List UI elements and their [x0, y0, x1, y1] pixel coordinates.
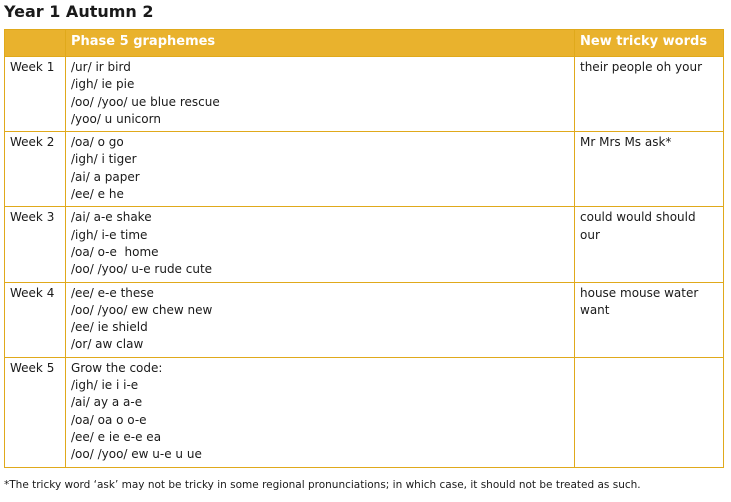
- week-cell: Week 5: [5, 357, 66, 467]
- header-graphemes: Phase 5 graphemes: [66, 30, 575, 57]
- week-cell: Week 3: [5, 207, 66, 282]
- tricky-words-line: our: [580, 227, 600, 242]
- tricky-words-cell: [575, 207, 724, 282]
- grapheme-line: /igh/ ie i i-e: [71, 378, 139, 393]
- tricky-words-cell: [575, 282, 724, 357]
- grapheme-line: /ee/ e he: [71, 187, 124, 202]
- grapheme-line: /igh/ ie pie: [71, 77, 135, 92]
- table-row: [5, 132, 724, 207]
- header-tricky-words: New tricky words: [575, 30, 724, 57]
- graphemes-cell: [66, 282, 575, 357]
- tricky-words-line: Mr Mrs Ms ask*: [580, 135, 672, 150]
- week-cell: Week 2: [5, 132, 66, 207]
- table-row: [5, 207, 724, 282]
- graphemes-cell: [66, 57, 575, 132]
- grapheme-line: /ai/ ay a a-e: [71, 395, 143, 410]
- table-row: [5, 357, 724, 467]
- graphemes-cell: [66, 132, 575, 207]
- grapheme-line: /oo/ /yoo/ ue blue rescue: [71, 94, 220, 109]
- tricky-words-line: want: [580, 302, 610, 317]
- grapheme-line: /or/ aw claw: [71, 337, 144, 352]
- graphemes-cell: [66, 207, 575, 282]
- grapheme-line: /ai/ a-e shake: [71, 210, 152, 225]
- table-row: [5, 282, 724, 357]
- week-cell: Week 1: [5, 57, 66, 132]
- tricky-words-cell: [575, 57, 724, 132]
- grapheme-line: /yoo/ u unicorn: [71, 111, 161, 126]
- table-row: [5, 57, 724, 132]
- grapheme-line: /ur/ ir bird: [71, 60, 131, 74]
- graphemes-cell: [66, 357, 575, 467]
- grapheme-line: /ee/ e-e these: [71, 285, 154, 300]
- grapheme-line: /oa/ oa o o-e: [71, 412, 147, 427]
- tricky-words-line: could would should: [580, 210, 696, 225]
- tricky-words-line: house mouse water: [580, 285, 699, 300]
- grapheme-line: /oo/ /yoo/ ew chew new: [71, 302, 213, 317]
- tricky-words-cell: [575, 132, 724, 207]
- grapheme-line: /oo/ /yoo/ ew u-e u ue: [71, 447, 202, 462]
- week-cell: Week 4: [5, 282, 66, 357]
- grapheme-line: Grow the code:: [71, 360, 163, 375]
- grapheme-line: /igh/ i tiger: [71, 152, 137, 167]
- phonics-table: [4, 29, 724, 468]
- grapheme-line: /ee/ e ie e-e ea: [71, 429, 162, 444]
- footnote: *The tricky word ‘ask’ may not be tricky in some regional pronunciations; in which case, it should not be treated as such.: [4, 479, 641, 491]
- tricky-words-line: their people oh your: [580, 60, 703, 74]
- grapheme-line: /ee/ ie shield: [71, 320, 148, 335]
- header-week: [5, 30, 66, 57]
- table-header-row: [5, 30, 724, 57]
- grapheme-line: /ai/ a paper: [71, 169, 140, 184]
- grapheme-line: /oo/ /yoo/ u-e rude cute: [71, 262, 213, 277]
- grapheme-line: /oa/ o-e home: [71, 244, 159, 259]
- page-title: Year 1 Autumn 2: [4, 2, 154, 21]
- tricky-words-cell: [575, 357, 724, 467]
- grapheme-line: /oa/ o go: [71, 135, 124, 150]
- grapheme-line: /igh/ i-e time: [71, 227, 148, 242]
